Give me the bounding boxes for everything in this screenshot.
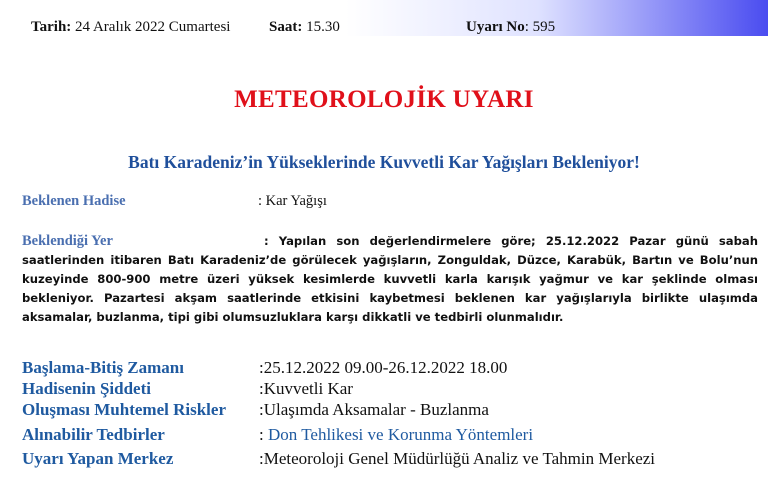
start-end-time-label: Başlama-Bitiş Zamanı: [22, 358, 184, 377]
time-label: Saat:: [269, 19, 303, 35]
expected-location-block: [22, 232, 758, 327]
time-field: [269, 19, 340, 36]
page-title: METEOROLOJİK UYARI: [234, 86, 534, 113]
time-value: 15.30: [306, 19, 340, 35]
expected-location-text: : Yapılan son değerlendirmelere göre; 25.12.2022 Pazar günü sabah saatlerinden itibaren Batı Karadeniz’de görülecek yağışların, Zonguldak, Düzce, Karabük, Bartın ve Bolu’nun kuzeyinde 800-900 metre üzeri yüksek kesimlerde kuvvetli karla karışık yağmur ve kar şeklinde olması bekleniyor. Pazartesi akşam saatlerinde etkisini kaybetmesi beklenen kar yağışlarıyla birlikte ulaşımda aksamalar, buzlanma, tipi gibi olumsuzluklara karşı dikkatli ve tedbirli olunmalıdır.: [22, 234, 758, 324]
warning-number-label: Uyarı No: [466, 19, 525, 35]
warning-number-value: 595: [532, 19, 556, 35]
possible-risks-label: Oluşması Muhtemel Riskler: [22, 400, 226, 419]
date-label: Tarih:: [31, 19, 72, 35]
start-end-time-value: :25.12.2022 09.00-26.12.2022 18.00: [259, 358, 508, 377]
expected-event-value: : Kar Yağışı: [258, 193, 327, 209]
date-field: [31, 19, 230, 36]
expected-event-label: Beklenen Hadise: [22, 193, 126, 209]
possible-risks-value: :Ulaşımda Aksamalar - Buzlanma: [259, 400, 489, 419]
warning-number-field: [466, 19, 555, 36]
expected-location-label: Beklendiği Yer: [22, 233, 113, 249]
precautions-separator: :: [259, 425, 268, 444]
date-value: 24 Aralık 2022 Cumartesi: [75, 19, 231, 35]
severity-value: :Kuvvetli Kar: [259, 379, 353, 398]
precautions-label: Alınabilir Tedbirler: [22, 425, 165, 444]
severity-label: Hadisenin Şiddeti: [22, 379, 151, 398]
warning-number-separator: :: [524, 19, 529, 35]
issuing-center-label: Uyarı Yapan Merkez: [22, 449, 174, 468]
precautions-link[interactable]: Don Tehlikesi ve Korunma Yöntemleri: [267, 425, 534, 444]
warning-headline: Batı Karadeniz’in Yükseklerinde Kuvvetli Kar Yağışları Bekleniyor!: [128, 152, 640, 172]
issuing-center-value: :Meteoroloji Genel Müdürlüğü Analiz ve Tahmin Merkezi: [259, 449, 656, 468]
precautions-value: [259, 425, 533, 445]
